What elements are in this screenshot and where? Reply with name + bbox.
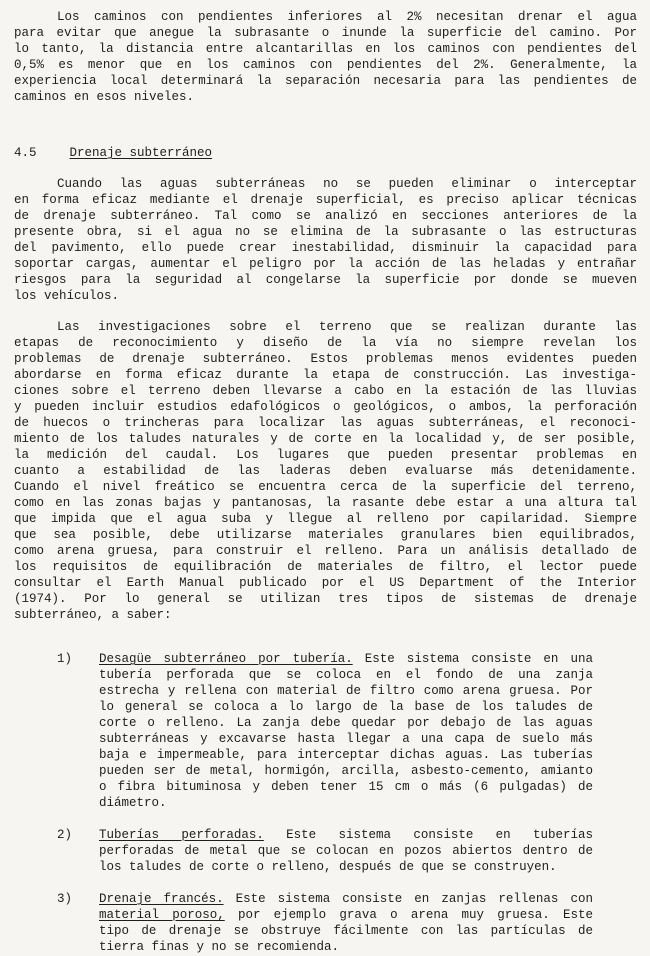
underlined-text: Drenaje francés. xyxy=(99,892,224,906)
text-line xyxy=(99,715,593,731)
text-line xyxy=(99,747,593,763)
text-segment: problemas de drenaje subterráneo. Estos problemas menos evidentes pueden xyxy=(14,352,637,366)
text-segment: 0,5% es menor que en los caminos con pendientes del 2%. Generalmente, la xyxy=(14,58,637,72)
text-line xyxy=(99,907,593,923)
text-segment: lo tanto, la distancia entre alcantarillas en los caminos con pendientes del xyxy=(14,42,637,56)
text-segment: Las investigaciones sobre el terreno que se realizan durante las xyxy=(57,320,637,334)
document-page xyxy=(14,9,637,955)
text-line xyxy=(99,827,593,843)
text-line xyxy=(14,240,637,256)
text-line xyxy=(14,463,637,479)
text-line xyxy=(14,543,637,559)
text-line xyxy=(14,176,637,192)
text-line xyxy=(14,208,637,224)
text-segment: subterráneo, a saber: xyxy=(14,608,172,622)
text-segment: experiencia local determinará la separación necesaria para las pendientes de xyxy=(14,74,637,88)
underlined-text: Tuberías perforadas. xyxy=(99,828,264,842)
text-segment: de drenaje subterráneo. Tal como se analizó en secciones anteriores de la xyxy=(14,209,637,223)
list-item-french-drain xyxy=(57,891,593,955)
list-item-number: 3) xyxy=(57,892,73,906)
text-segment: que impida que el agua suba y llegue al relleno por capilaridad. Siempre xyxy=(14,512,637,526)
text-line xyxy=(14,511,637,527)
text-line xyxy=(14,256,637,272)
text-segment: diámetro. xyxy=(99,796,167,810)
text-line xyxy=(14,89,637,105)
text-segment: en forma eficaz mediante el drenaje superficial, es preciso aplicar técnicas xyxy=(14,193,637,207)
text-segment: tipo de drenaje se obstruye fácilmente con las partículas de xyxy=(99,924,593,938)
text-line xyxy=(14,9,637,25)
text-line xyxy=(14,25,637,41)
text-segment: baja e impermeable, para interceptar dichas aguas. Las tuberías xyxy=(99,748,593,762)
underlined-text: material poroso, xyxy=(99,908,225,922)
text-segment: Este sistema consiste en una xyxy=(352,652,593,666)
text-line xyxy=(99,683,593,699)
text-line xyxy=(99,763,593,779)
text-line xyxy=(14,224,637,240)
text-segment: para evitar que anegue la subrasante o inunde la superficie del camino. Por xyxy=(14,26,637,40)
text-line xyxy=(99,795,593,811)
text-segment: miento de los taludes naturales y de corte en la localidad y, de ser posible, xyxy=(14,432,637,446)
text-segment: subterráneas y excavarse hasta llegar a una capa de suelo más xyxy=(99,732,593,746)
text-line xyxy=(14,288,637,304)
text-segment: Este sistema consiste en zanjas rellenas con xyxy=(223,892,593,906)
section-number: 4.5 xyxy=(14,146,37,160)
drainage-systems-list xyxy=(14,651,637,955)
text-segment: cuanto a estabilidad de las laderas deben evaluarse más detenidamente. xyxy=(14,464,637,478)
text-line xyxy=(14,607,637,623)
text-line xyxy=(14,272,637,288)
text-segment: riesgos para la seguridad al congelarse la superficie por donde se mueven xyxy=(14,273,637,287)
text-segment: como arena gruesa, para construir el relleno. Para un análisis detallado de xyxy=(14,544,637,558)
text-line xyxy=(14,575,637,591)
text-line xyxy=(14,41,637,57)
text-segment: los vehículos. xyxy=(14,289,120,303)
section-heading xyxy=(14,145,637,161)
list-item-number: 2) xyxy=(57,828,73,842)
text-line xyxy=(14,415,637,431)
section-title: Drenaje subterráneo xyxy=(69,146,213,160)
text-segment: Cuando las aguas subterráneas no se pueden eliminar o interceptar xyxy=(57,177,637,191)
list-item-body xyxy=(99,651,593,811)
text-segment: como en las zonas bajas y pantanosas, la rasante debe estar a una altura tal xyxy=(14,496,637,510)
text-segment: estrecha y rellena con material de filtro como arena gruesa. Por xyxy=(99,684,593,698)
text-line xyxy=(14,367,637,383)
text-line xyxy=(14,591,637,607)
text-segment: ciones sobre el terreno deben llevarse a cabo en la estación de las lluvias xyxy=(14,384,637,398)
list-item-number: 1) xyxy=(57,652,73,666)
text-segment: perforadas de metal que se colocan en pozos abiertos dentro de xyxy=(99,844,593,858)
text-segment: caminos en esos niveles. xyxy=(14,90,195,104)
text-segment: pueden ser de metal, hormigón, arcilla, asbesto-cemento, amianto xyxy=(99,764,593,778)
text-segment: la medición del caudal. Los lugares que pueden presentar problemas en xyxy=(14,448,637,462)
text-line xyxy=(99,923,593,939)
text-line xyxy=(14,399,637,415)
text-segment: Los caminos con pendientes inferiores al 2% necesitan drenar el agua xyxy=(57,10,637,24)
list-item-body xyxy=(99,891,593,955)
text-line xyxy=(14,495,637,511)
text-segment: tierra finas y no se recomienda. xyxy=(99,940,340,954)
text-line xyxy=(14,73,637,89)
list-item-perforated-pipes xyxy=(57,827,594,875)
text-segment: tubería perforada que se coloca en el fondo de una zanja xyxy=(99,668,593,682)
text-segment: Este sistema consiste en tuberías xyxy=(263,828,594,842)
text-segment: corte o relleno. La zanja debe quedar por debajo de las aguas xyxy=(99,716,593,730)
text-segment: lo general se coloca a lo largo de la base de los taludes de xyxy=(99,700,593,714)
paragraph-groundwater-intro xyxy=(14,176,637,304)
underlined-text: Desagüe subterráneo por tubería. xyxy=(99,652,353,666)
text-segment: y pueden incluir estudios edafológicos o geológicos, o ambos, la perforación xyxy=(14,400,637,414)
text-segment: soportar cargas, aumentar el peligro por la acción de las heladas y entrañar xyxy=(14,257,637,271)
paragraph-field-investigations xyxy=(14,319,637,623)
list-item-pipe-underdrain xyxy=(57,651,593,811)
text-line xyxy=(14,192,637,208)
text-segment: consultar el Earth Manual publicado por el US Department of the Interior xyxy=(14,576,637,590)
text-line xyxy=(14,57,637,73)
text-line xyxy=(99,859,593,875)
text-line xyxy=(14,447,637,463)
text-line xyxy=(14,319,637,335)
text-line xyxy=(99,731,593,747)
text-segment: presente obra, si el agua no se elimina de la subrasante o las estructuras xyxy=(14,225,637,239)
text-line xyxy=(14,527,637,543)
text-line xyxy=(14,335,637,351)
text-segment: o fibra bituminosa y deben tener 15 cm o más (6 pulgadas) de xyxy=(99,780,593,794)
text-line xyxy=(99,779,593,795)
text-segment: los taludes de corte o relleno, después de que se construyen. xyxy=(99,860,557,874)
text-line xyxy=(99,651,593,667)
text-line xyxy=(99,843,593,859)
text-segment: Cuando el nivel freático se encuentra cerca de la superficie del terreno, xyxy=(14,480,637,494)
text-line xyxy=(14,431,637,447)
text-line xyxy=(99,891,593,907)
text-segment: etapas de reconocimiento y diseño de la vía no siempre revelan los xyxy=(14,336,637,350)
text-line xyxy=(99,699,593,715)
text-line xyxy=(14,559,637,575)
text-line xyxy=(14,479,637,495)
text-segment: por ejemplo grava o arena muy gruesa. Este xyxy=(224,908,593,922)
text-segment: que sea posible, debe utilizarse materiales granulares bien equilibrados, xyxy=(14,528,637,542)
text-line xyxy=(14,351,637,367)
text-segment: los requisitos de equilibración de materiales de filtro, el lector puede xyxy=(14,560,637,574)
text-segment: abordarse en forma eficaz durante la etapa de construcción. Las investiga- xyxy=(14,368,637,382)
text-line xyxy=(99,667,593,683)
list-item-body xyxy=(99,827,593,875)
text-segment: (1974). Por lo general se utilizan tres tipos de sistemas de drenaje xyxy=(14,592,637,606)
text-segment: del pavimento, ello puede crear inestabilidad, disminuir la capacidad para xyxy=(14,241,637,255)
text-line xyxy=(14,383,637,399)
text-segment: de huecos o trincheras para localizar las aguas subterráneas, el reconoci- xyxy=(14,416,637,430)
paragraph-slope-drainage xyxy=(14,9,637,105)
text-line xyxy=(99,939,593,955)
